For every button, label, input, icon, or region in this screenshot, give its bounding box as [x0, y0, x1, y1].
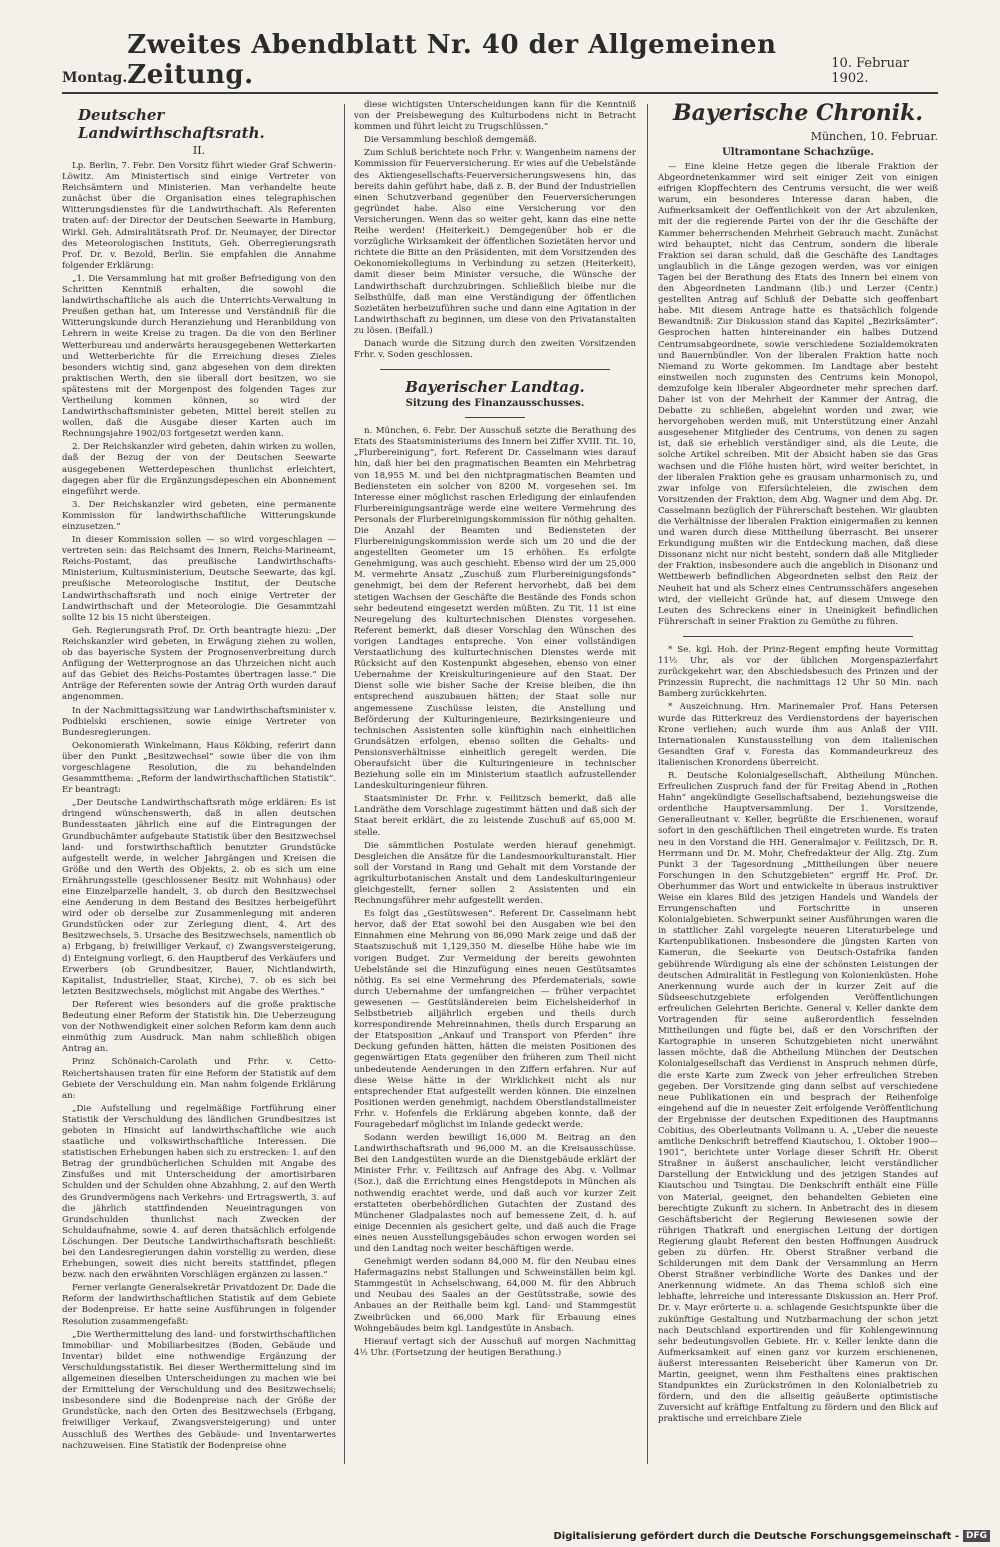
paragraph: Genehmigt werden sodann 84,000 M. für den Neubau eines Hafermagazins nebst Stallungen und Schweinställen beim kgl. Stammgestüt in Achselschwang, 64,000 M. für den Abbruch und Neubau des Saales an der Gestütsstraße, sowie des Anbaues an der Reithalle beim kgl. Land- und Stammgestüt Zweibrücken und 66,000 Mark für Erbauung eines Wohngebäudes beim kgl. Landgestüte in Ansbach.: [354, 1257, 636, 1334]
masthead-title: Zweites Abendblatt Nr. 40 der Allgemeinen Zeitung.: [127, 30, 777, 90]
paragraph: „1. Die Versammlung hat mit großer Befriedigung von den Schritten Kenntniß erhalten, die sowohl die landwirthschaftliche als auch die Unterrichts-Verwaltung in Preußen gethan hat, um Interesse und Verständniß für die Witterungskunde durch Heranziehung und Heranbildung von Lehrern in weite Kreise zu tragen. Da die von den Berliner Wetterbureau und anderwärts herausgegebenen Wetterkarten und Wetterberichte für die Erreichung dieses Zieles besonders wichtig sind, ganz abgesehen von dem direkten praktischen Werth, den sie überall dort besitzen, wo sie spätestens mit der Morgenpost des folgenden Tages zur Vertheilung kommen können, so wird der Landwirthschaftsminister gebeten, Mittel bereit stellen zu wollen, daß die Ausgabe dieser Karten auch im Rechnungsjahre 1902/03 fortgesetzt werden kann.: [62, 273, 336, 440]
paragraph: Die sämmtlichen Postulate werden hierauf genehmigt. Desgleichen die Ansätze für die Landesmoorkulturanstalt. Hier soll der Vorstand in Rang und Gehalt mit dem Vorstande der agrikulturbotanischen Anstalt und dem Landeskulturingenieur gleichgestellt, ferner sollen 2 Assistenten und ein Rechnungsführer mehr aufgestellt werden.: [354, 840, 636, 907]
paragraph: Danach wurde die Sitzung durch den zweiten Vorsitzenden Frhr. v. Soden geschlossen.: [354, 338, 636, 361]
footer-credit-text: Digitalisierung gefördert durch die Deutsche Forschungsgemeinschaft -: [553, 1530, 959, 1542]
article-heading-landtag: Bayerischer Landtag.: [405, 378, 585, 397]
paragraph: R. Deutsche Kolonialgesellschaft, Abtheilung München. Erfreulichen Zuspruch fand der für Freitag Abend in „Rothen Hahn“ angekündigte Gesellschaftsabend, beziehungsweise die ordentliche Hauptversammlung. Der 1. Vorsitzende, Generalleutnant v. Keller, begrüßte die Erschienenen, worauf sofort in den geschäftlichen Theil eingetreten wurde. Es traten neu in den Vorstand die HH. Generalmajor v. Feilitzsch, Dr. R. Herrmann und Dr. M. Mohr, Chefredakteur der Allg. Ztg. Zum Punkt 3 der Tagesordnung „Mittheilungen über neuere Forschungen in den Schutzgebieten“ ergriff Hr. Prof. Dr. Oberhummer das Wort und entwickelte in überaus instruktiver Weise ein klares Bild des jetzigen Handels und Wandels der Errungenschaften und Fortschritte in unseren Kolonialgebieten. Schwerpunkt seiner Ausführungen waren die in stattlicher Zahl vorgelegte neueren Literaturbelege und Kartenpublikationen. Insbesondere die jüngsten Karten von Kamerun, die Seekarte von Deutsch-Ostafrika fanden gebührende Würdigung als eine der schönsten Leistungen der deutschen Admiralität in Festlegung von Kolonienküsten. Hohe Anerkennung wurde auch der in kurzer Zeit auf die Südseeschutzgebiete erfolgenden Veröffentlichungen erfreulichen Gelehrten Berichte. General v. Keller dankte dem Vortragenden für seine außerordentlich fesselnden Mittheilungen und fügte bei, daß er den Vorschriften der Kartographie in unseren Schutzgebieten nicht unerwähnt lassen möchte, daß die Abtheilung München der Deutschen Kolonialgesellschaft das Verdienst in Anspruch nehmen dürfe, die erste Karte zum Zweck von jeher erfreulichen Streben gegeben. Der Vorsitzende ging dann selbst auf verschiedene neue Publikationen ein und besprach der Reihenfolge eingehend auf die in neuester Zeit erfolgende Veröffentlichung der Ergebnisse der deutschen Expeditionen des Hauptmanns Cobitius, des Oberleutnants Vollmann u. A. „Ueber die neueste amtliche Denkschrift betreffend Kiautschou, 1. Oktober 1900—1901“, berichtete unter Vorlage dieser Schrift Hr. Oberst Straßner in äußerst anschaulicher, leicht verständlicher Darstellung der Entwicklung und des jetzigen Standes auf Kiautschou und Tsingtau. Die Denkschrift enthält eine Fülle von Material, geeignet, den behandelten Gebieten eine berechtigte Zukunft zu sichern. In Anbetracht des in diesem Geschäftsbericht der Regierung Bewiesenen sowie der rührigen Thatkraft und energischen Leitung der dortigen Regierung glaubt Referent den besten Hoffnungen Ausdruck geben zu dürfen. Hr. Oberst Straßner verband die Schilderungen mit dem Dank der Versammlung an Herrn Oberst Straßner verbindliche Worte des Dankes und der Anerkennung widmete. An das Thema schloß sich eine lebhafte, lehrreiche und interessante Diskussion an. Herr Prof. Dr. v. Mayr erörterte u. a. schlagende Gesichtspunkte über die zukünftige Gestaltung und Nutzbarmachung der schon jetzt nach Deutschland exportirenden und für Kohlengewinnung sehr bedeutungsvollen Gebiete. Hr. v. Keller lenkte dann die Aufmerksamkeit auf einen ganz vor kurzem erschienenen, äußerst interessanten Reisebericht über Kamerun von Dr. Martin, geeignet, wenn ihm Festhaltens eines praktischen Standpunktes ein Zurückströmen in den Kolonialbetrieb zu fördern, und den die allseitig geäußerte optimistische Zuversicht auf kräftige Entfaltung zu fördern und den Blick auf praktische und erreichbare Ziele: [658, 770, 938, 1425]
masthead: [62, 30, 938, 94]
paragraph: Zum Schluß berichtete noch Frhr. v. Wangenheim namens der Kommission für Feuerversicherung. Er wies auf die Uebelstände des Aktiengesellschafts-Feuerversicherungswesens hin, das bereits dahin geführt habe, daß z. B. der Bund der Industriellen einen Schutzverband gegenüber den Feuerversicherungen gegründet habe. Also eine Versicherung vor den Versicherungen. Wenn das so weiter geht, kann das eine nette Reihe werden! (Heiterkeit.) Demgegenüber hob er die vorzügliche Wirksamkeit der öffentlichen Sozietäten hervor und richtete die Bitte an den Präsidenten, mit dem Vorsitzenden des Oekonomiekollegiums in Verbindung zu setzen (Heiterkeit), damit dieser beim Minister versuche, die Wünsche der Landwirthschaft durchzubringen. Schließlich bleibe nur die Selbsthülfe, daß man eine Verständigung der öffentlichen Sozietäten herbeizuführen suche und dann eine Agitation in der Landwirthschaft zu beginnen, um diese von den Privatanstalten zu lösen. (Beifall.): [354, 148, 636, 336]
article-heading-landwirthschaftsrath: Deutscher Landwirthschaftsrath.: [78, 106, 265, 142]
column-3: [658, 100, 938, 1472]
paragraph: 3. Der Reichskanzler wird gebeten, eine permanente Kommission für landwirthschaftliche Witterungskunde einzusetzen.“: [62, 499, 336, 532]
paragraph: n. München, 6. Febr. Der Ausschuß setzte die Berathung des Etats des Staatsministeriums des Innern bei Ziffer XVIII. Tit. 10, „Flurbereinigung“, fort. Referent Dr. Casselmann wies darauf hin, daß hier bei den pragmatischen Beamten ein Mehrbetrag von 18,955 M. und bei den nichtpragmatischen Beamten und Bediensteten ein solcher von 8200 M. vorgesehen sei. Im Interesse einer möglichst raschen Erledigung der einlaufenden Flurbereinigungsanträge werde eine weitere Vermehrung des Personals der Flurbereinigungskommission für nöthig gehalten. Die Anzahl der Beamten und Bediensteten der Flurbereinigungskommission werde sich um 20 und die der angestellten Geometer um 15 erhöhen. Es erfolgte Genehmigung, was auch geschieht. Ebenso wird der um 25,000 M. vermehrte Ansatz „Zuschuß zum Flurbereinigungsfonds“ genehmigt, bei dem der Referent hervorhebt, daß bei dem stetigen Wachsen der Geschäfte die Bestände des Fonds schon sehr bedeutend eingesetzt werden müßten. Zu Tit. 11 ist eine Neuregelung des kulturtechnischen Dienstes vorgesehen. Referent bemerkt, daß dieser Vorschlag den Wünschen des vorigen Landtages entspreche. Von einer vollständigen Verstaatlichung des kulturtechnischen Dienstes werde mit Rücksicht auf den Kostenpunkt abgesehen, ebenso von einer Uebernahme der Kreiskulturingenieure auf den Staat. Der Dienst solle wie bisher Sache der Kreise bleiben, die ihn entsprechend auszubauen hätten; der Staat solle nur angemessene Zuschüsse leisten, die Anstellung und Beförderung der Kulturingenieure, Bezirksingenieure und technischen Assistenten solle künftighin nach einheitlichen Grundsätzen erfolgen, ebenso sollten die Gehalts- und Pensionsverhältnisse einheitlich geregelt werden. Die Oberaufsicht über die Kulturingenieure in technischer Beziehung solle ein im Ministerium staatlich aufzustellender Landeskulturingenieur führen.: [354, 426, 636, 792]
paragraph: „Die Aufstellung und regelmäßige Fortführung einer Statistik der Verschuldung des ländlichen Grundbesitzes ist geboten in Hinsicht auf landwirthschaftliche wie auch staatliche und volkswirthschaftliche Interessen. Die statistischen Erhebungen haben sich zu erstrecken: 1. auf den Betrag der grundbücherlichen Schulden mit Angabe des Zinsfußes und mit Unterscheidung der amortisirbaren Schulden und der Schulden ohne Abzahlung, 2. auf den Werth des Grundvermögens nach Verkehrs- und Ertragswerth, 3. auf die jährlich stattfindenden Neueintragungen von Grundschulden thunlichst nach Zwecken der Schuldaufnahme, sowie 4. auf deren thatsächlich erfolgende Löschungen. Der Deutsche Landwirthschaftsrath beschließt: bei den Landesregierungen dahin vorstellig zu werden, diese Erhebungen, soweit dies nicht bereits stattfindet, pflegen bezw. nach den erwähnten Vorschlägen ergänzen zu lassen.“: [62, 1103, 336, 1281]
article-body-continuation: [354, 100, 636, 361]
column-divider: [344, 104, 345, 1464]
newspaper-page: [62, 30, 938, 1472]
paragraph: Staatsminister Dr. Frhr. v. Feilitzsch bemerkt, daß alle Landräthe dem Vorschlage zugestimmt hätten und daß sich der Staat bereit erklärt, die zu leistende Zuschuß auf 65,000 M. stelle.: [354, 794, 636, 838]
paragraph: „Der Deutsche Landwirthschaftsrath möge erklären: Es ist dringend wünschenswerth, daß in allen deutschen Bundesstaaten jährlich eine auf die Eintragungen der Grundbuchämter aufgebaute Statistik über den Besitzwechsel land- und forstwirthschaftlich benutzter Grundstücke aufgestellt werde, in welcher Jahrgängen und Kreisen die Größe und den Werth des Objekts, 2. ob es sich um eine Ernährungsstelle (geschlossener Besitz mit Wohnhaus) oder eine Einzelparzelle handelt, 3. ob durch den Besitzwechsel eine Aenderung in dem Bestand des Besitzes herbeigeführt wird oder ob derselbe zur Zusammenlegung mit anderen Grundstücken oder zur Zerlegung dient, 4. Art des Besitzwechsels, 5. Ursache des Besitzwechsels, namentlich ob a) Erbgang, b) freiwilliger Verkauf, c) Zwangsversteigerung, d) Enteignung vorliegt, 6. den Hauptberuf des Verkäufers und Erwerbers (ob Grundbesitzer, Bauer, Nichtlandwirth, Kapitalist, Industrieller, Staat, Kirche), 7. ob es sich bei letzten Besitzwechsels, möglichst mit Angabe des Werthes.“: [62, 798, 336, 997]
paragraph: — Eine kleine Hetze gegen die liberale Fraktion der Abgeordnetenkammer wird seit einiger Zeit von einigen eifrigen Klopffechtern des Centrums versucht, die wer weiß warum, ein besonderes Interesse daran haben, die Aufmerksamkeit der Oeffentlichkeit von der Art abzulenken, mit der die regierende Partei von der ihr die Geschäfte der Kammer beherrschenden Mehrheit Gebrauch macht. Zunächst wird behauptet, nicht das Centrum, sondern die liberale Fraktion sei daran schuld, daß die Geschäfte des Landtages unglaublich in die Länge gezogen werden, was vor einigen Tagen bei der Berathung des Etats des Innern bei einem von den Abgeordneten Landmann (lib.) und Lerzer (Centr.) gestellten Antrag auf Schluß der Debatte sich geoffenbart habe. Mit diesem Antrage hatte es thatsächlich folgende Bewandtniß: Zur Diskussion stand das Kapitel „Bezirksämter“. Gesprochen hatten hintereinander ein halbes Dutzend Centrumsabgeordnete, sowie verschiedene Sozialdemokraten und Bauernbündler. Von der liberalen Fraktion hatte noch Niemand zu Worte gekommen. Im Landtage aber besteht einstweilen noch zugunsten des Centrums kein Monopol, demzufolge kein liberaler Abgeordneter mehr sprechen darf. Daher ist von der Mehrheit der Kammer der Antrag, die Debatte zu schließen, abgelehnt worden und zwar, wie hervorgehoben werden muß, mit Unterstützung einer Anzahl ausgesehener Mitglieder des Centrums, von denen zu sagen ist, daß sie erheblich verständiger sind, als die Leute, die solche Artikel schreiben. Mit der Absicht haben sie das Gras wachsen und die Flöhe husten hört, wird weiter berichtet, in der liberalen Fraktion gehe es grausam unharmonisch zu, und zwar infolge von Eifersüchteleien, die zwischen dem Vorsitzenden der Fraktion, dem Abg. Wagner und dem Abg. Dr. Casselmann bezüglich der Führerschaft bestehen. Wir glaubten die Verhältnisse der liberalen Fraktion einigermaßen zu kennen und waren durch diese Mittheilung überrascht. Bei unserer Erkundigung mußten wir die Entdeckung machen, daß diese Dissonanz nicht nur nicht besteht, sondern daß alle Mitglieder der Fraktion, insbesondere auch die angeblich in Disonanz und Wettbewerb befindlichen Abgeordneten selbst den Reiz der Neuheit hat und als Scherz eines Centrumsschäfers angesehen wird, der vielleicht Gründe hat, auf diesem Umwege den Leuten des Schreckens einer in Uneinigkeit befindlichen Führerschaft in seiner Fraktion zu Gemüthe zu führen.: [658, 162, 938, 627]
paragraph: Lp. Berlin, 7. Febr. Den Vorsitz führt wieder Graf Schwerin-Löwitz. Am Ministertisch sind einige Vertreter von Reichsämtern und Ministerien. Man verhandelte heute zunächst über die Organisation eines telegraphischen Witterungsdienstes für die Landwirthschaft. Als Referenten traten auf: der Director der Deutschen Seewarte in Hamburg, Wirkl. Geh. Admiralitätsrath Prof. Dr. Neumayer, der Director des Meteorologischen Instituts, Geh. Oberregierungsrath Prof. Dr. v. Bezold, Berlin. Sie empfahlen die Annahme folgender Erklärung:: [62, 161, 336, 271]
article-subheading-finanzausschuss: Sitzung des Finanzausschusses.: [405, 398, 585, 410]
section-divider: [465, 417, 525, 418]
digitization-footer: [540, 1530, 990, 1542]
paragraph: Ferner verlangte Generalsekretär Privatdozent Dr. Dade die Reform der landwirthschaftlichen Statistik auf dem Gebiete der Bodenpreise. Er hatte seine Ausführungen in folgender Resolution zusammengefaßt:: [62, 1283, 336, 1327]
paragraph: Sodann werden bewilligt 16,000 M. Beitrag an den Landwirthschaftsrath und 96,000 M. an die Kreisausschüsse. Bei den Landgestüten wurde an die Dienstgebäude erklärt der Minister Frhr. v. Feilitzsch auf Anfrage des Abg. v. Vollmar (Soz.), daß die Errichtung eines Hengstdepots in München als nothwendig erachtet werde, und daß auch vor kurzer Zeit erstatteten oberbehördlichen Gutachten der Zustand des Münchener Gladpalastes noch auf bemessene Zeit, d. h. auf einige Decennien als gesichert gelte, und daß auch die Frage eines neuen Ausstellungsgebäudes schon erwogen worden sei und den Landtag noch weiter beschäftigen werde.: [354, 1133, 636, 1254]
paragraph: diese wichtigsten Unterscheidungen kann für die Kenntniß von der Preisbewegung des Kulturbodens nicht in Betracht kommen und führt leicht zu Trugschlüssen.“: [354, 100, 636, 133]
paragraph: Der Referent wies besonders auf die große praktische Bedeutung einer Reform der Statistik hin. Die Ueberzeugung von der Nothwendigkeit einer solchen Reform kam denn auch einmüthig zum Ausdruck. Man nahm schließlich obigen Antrag an.: [62, 999, 336, 1055]
dfg-logo-icon: DFG: [963, 1530, 990, 1542]
masthead-day: Montag.: [62, 70, 128, 86]
column-divider: [647, 104, 648, 1464]
paragraph: Prinz Schönaich-Carolath und Frhr. v. Cetto-Reichertshausen traten für eine Reform der Statistik auf dem Gebiete der Verschuldung ein. Man nahm folgende Erklärung an:: [62, 1057, 336, 1101]
paragraph: Die Versammlung beschloß demgemäß.: [364, 135, 537, 146]
column-2: [354, 100, 636, 1472]
section-divider: [380, 369, 610, 370]
article-subheading-schachzuege: Ultramontane Schachzüge.: [722, 147, 874, 158]
article-body-news-items: [658, 645, 938, 1426]
article-body-chronik: [658, 162, 938, 628]
masthead-date: 10. Februar 1902.: [831, 56, 909, 86]
article-body-landwirthschaftsrath: [62, 161, 336, 1452]
paragraph: * Auszeichnung. Hrn. Marinemaler Prof. Hans Petersen wurde das Ritterkreuz des Verdienstordens der bayerischen Krone verliehen; auch wurde ihm aus Anlaß der VIII. Internationalen Kunstausstellung von dem italienischen Gesandten Graf v. Foresta das Kommandeurkreuz des italienischen Kronordens überreicht.: [658, 702, 938, 768]
column-1: [62, 100, 336, 1472]
article-numeral: II.: [192, 144, 206, 157]
paragraph: Oekonomierath Winkelmann, Haus Kökbing, referirt dann über den Punkt „Besitzwechsel“ sowie über die von ihm vorgeschlagene Resolution, die zu behandelnden Gesammtthema: „Reform der landwirthschaftlichen Statistik“. Er beantragt:: [62, 740, 336, 796]
section-divider: [683, 636, 913, 637]
paragraph: In der Nachmittagssitzung war Landwirthschaftsminister v. Podbielski erschienen, sowie einige Vertreter von Bundesregierungen.: [62, 705, 336, 738]
paragraph: In dieser Kommission sollen — so wird vorgeschlagen — vertreten sein: das Reichsamt des Innern, Reichs-Marineamt, Reichs-Postamt, das preußische Landwirthschafts-Ministerium, Kultusministerium, Deutsche Seewarte, das kgl. preußische Meteorologische Institut, der Deutsche Landwirthschaftsrath und noch einige Vertreter der Landwirthschaft und der Meteorologie. Die Gesammtzahl sollte 12 bis 15 nicht übersteigen.: [62, 535, 336, 623]
article-dateline: München, 10. Februar.: [810, 130, 938, 143]
paragraph: * Se. kgl. Hoh. der Prinz-Regent empfing heute Vormittag 11½ Uhr, als vor der üblichen Morgenspazierfahrt zurückgekehrt war, den Abschiedsbesuch des Prinzen und der Prinzessin Ruprecht, die nachmittags 12 Uhr 50 Min. nach Bamberg zurückkehrten.: [658, 644, 938, 700]
paragraph: „Die Werthermittelung des land- und forstwirthschaftlichen Immobiliar- und Mobiliarbesitzes (Boden, Gebäude und Inventar) bildet eine nothwendige Ergänzung der Verschuldungsstatistik. Bei dieser Werthermittelung sind im allgemeinen dieselben Unterscheidungen zu machen wie bei der Ermittelung der Verschuldung und des Besitzwechsels; insbesondere sind die Bodenpreise nach der Größe der Grundstücke, nach den Orten des Besitzwechsels (Erbgang, freiwilliger Verkauf, Zwangsversteigerung) und unter Ausschluß des Werthes des Gebäude- und Inventarwertes nachzuweisen. Eine Statistik der Bodenpreise ohne: [62, 1329, 336, 1451]
paragraph: Geh. Regierungsrath Prof. Dr. Orth beantragte hiezu: „Der Reichskanzler wird gebeten, in Erwägung ziehen zu wollen, ob das bayerische System der Prognosenverbreitung durch Anfügung der Wetterprognose an das Uhrzeichen nicht auch auf das Gebiet des Reichs-Postamtes übertragen lasse.“ Die Anträge der Referenten sowie der Antrag Orth wurden darauf angenommen.: [62, 625, 336, 703]
article-body-landtag: [354, 426, 636, 1359]
article-heading-chronik: Bayerische Chronik.: [672, 100, 924, 126]
paragraph: Hierauf vertagt sich der Ausschuß auf morgen Nachmittag 4½ Uhr. (Fortsetzung der heutigen Berathung.): [354, 1336, 636, 1358]
paragraph: 2. Der Reichskanzler wird gebeten, dahin wirken zu wollen, daß der Bezug der von der Deutschen Seewarte ausgegebenen Wetterdepeschen thunlichst erleichtert, dagegen aber für die Ergänzungsdepeschen ein Abonnement eingeführt werde.: [62, 442, 336, 497]
paragraph: Es folgt das „Gestütswesen“. Referent Dr. Casselmann hebt hervor, daß der Etat sowohl bei den Ausgaben wie bei den Einnahmen eine Mehrung von 86,090 Mark zeige und daß der Staatszuschuß mit 1,129,350 M. dieselbe Höhe habe wie im vorigen Budget. Zur Vermeidung der bereits gewohnten Uebelstände sei die Hinzufügung eines neuen Gestütsamtes nöthig. Es sei eine Vermehrung des Pferdematerials, sowie durch Uebernahme der umfangreichen — früher verpachtet gewesenen — Gestütsländereien beim Eichelsheiderhof in Selbstbetrieb alljährlich ergeben und theils durch korrespondirende Mehreinnahmen, theils durch Ersparung an der Etatsposition „Ankauf und Transport von Pferden“ ihre Deckung gefunden hätten, hätten die meisten Positionen des gegenwärtigen Etats gegenüber den früheren zum Theil nicht unbedeutende Aenderungen in den Ziffern erfahren. Nur auf diese Weise hätte in der Wirklichkeit nicht als nur entsprechender Etat aufgestellt werden können. Die einzelnen Positionen werden genehmigt, nachdem Oberstlandstallmeister Frhr. v. Hofenfels die Erklärung abgeben konnte, daß der Fouragebedarf möglichst im Inlande gedeckt werde.: [354, 909, 636, 1130]
columns: [62, 100, 938, 1472]
